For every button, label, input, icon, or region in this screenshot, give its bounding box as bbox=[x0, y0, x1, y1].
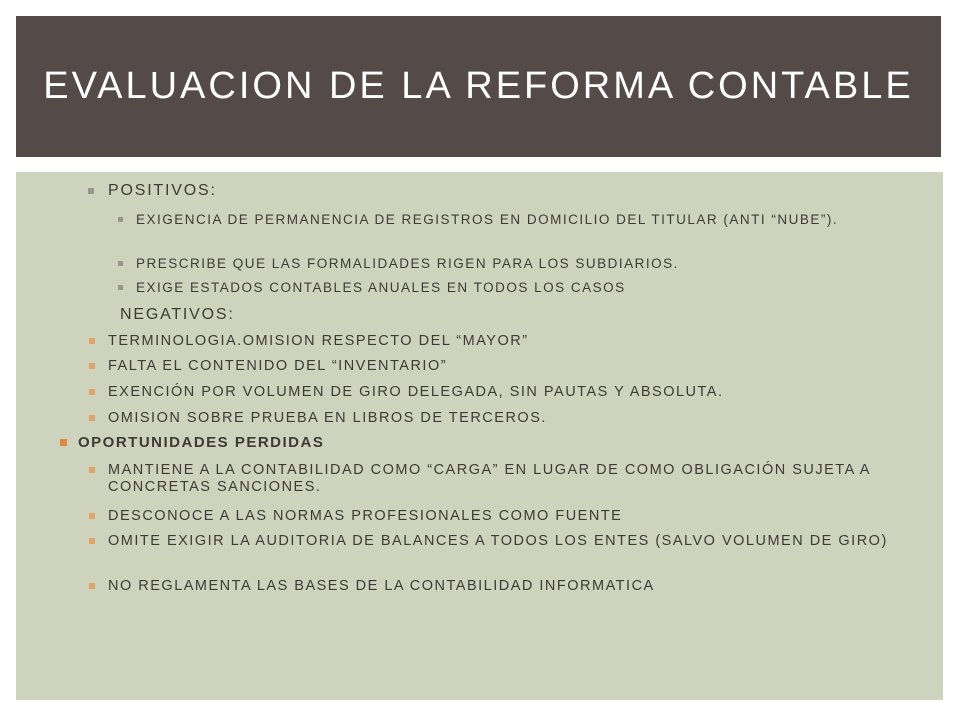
slide-content bbox=[16, 172, 943, 700]
slide-title-bar bbox=[16, 16, 941, 157]
list-item: EXIGENCIA DE PERMANENCIA DE REGISTROS EN DOMICILIO DEL TITULAR (ANTI “NUBE”). bbox=[16, 212, 913, 228]
slide-title: EVALUACION DE LA REFORMA CONTABLE bbox=[43, 65, 914, 107]
square-bullet-icon bbox=[118, 261, 123, 266]
square-bullet-icon bbox=[89, 513, 95, 519]
list-item: DESCONOCE A LAS NORMAS PROFESIONALES COMO FUENTE bbox=[16, 508, 913, 525]
list-item: EXIGE ESTADOS CONTABLES ANUALES EN TODOS LOS CASOS bbox=[16, 280, 913, 296]
square-bullet-icon bbox=[118, 285, 123, 290]
list-item: MANTIENE A LA CONTABILIDAD COMO “CARGA” EN LUGAR DE COMO OBLIGACIÓN SUJETA A CONCRETAS SANCIONES. bbox=[16, 462, 913, 496]
oportunidades-label: OPORTUNIDADES PERDIDAS bbox=[78, 434, 325, 451]
square-bullet-icon bbox=[89, 467, 95, 473]
square-bullet-icon bbox=[89, 363, 95, 369]
square-bullet-icon bbox=[89, 338, 95, 344]
square-bullet-icon bbox=[89, 415, 95, 421]
list-item: NO REGLAMENTA LAS BASES DE LA CONTABILIDAD INFORMATICA bbox=[16, 578, 913, 595]
list-item: OMISION SOBRE PRUEBA EN LIBROS DE TERCEROS. bbox=[16, 410, 913, 427]
square-bullet-icon bbox=[89, 538, 95, 544]
list-item: TERMINOLOGIA.OMISION RESPECTO DEL “MAYOR” bbox=[16, 333, 913, 350]
square-bullet-icon bbox=[60, 439, 67, 446]
square-bullet-icon bbox=[89, 583, 95, 589]
square-bullet-icon bbox=[88, 188, 94, 194]
negativos-heading bbox=[16, 306, 913, 324]
list-item: EXENCIÓN POR VOLUMEN DE GIRO DELEGADA, SIN PAUTAS Y ABSOLUTA. bbox=[16, 384, 913, 401]
square-bullet-icon bbox=[89, 389, 95, 395]
list-item: PRESCRIBE QUE LAS FORMALIDADES RIGEN PARA LOS SUBDIARIOS. bbox=[16, 256, 913, 272]
list-item: FALTA EL CONTENIDO DEL “INVENTARIO” bbox=[16, 358, 913, 375]
list-item: OMITE EXIGIR LA AUDITORIA DE BALANCES A TODOS LOS ENTES (SALVO VOLUMEN DE GIRO) bbox=[16, 533, 913, 550]
positivos-heading bbox=[16, 182, 913, 200]
negativos-label: NEGATIVOS: bbox=[120, 306, 235, 323]
square-bullet-icon bbox=[118, 217, 123, 222]
oportunidades-heading bbox=[16, 434, 913, 451]
positivos-label: POSITIVOS: bbox=[108, 182, 217, 199]
